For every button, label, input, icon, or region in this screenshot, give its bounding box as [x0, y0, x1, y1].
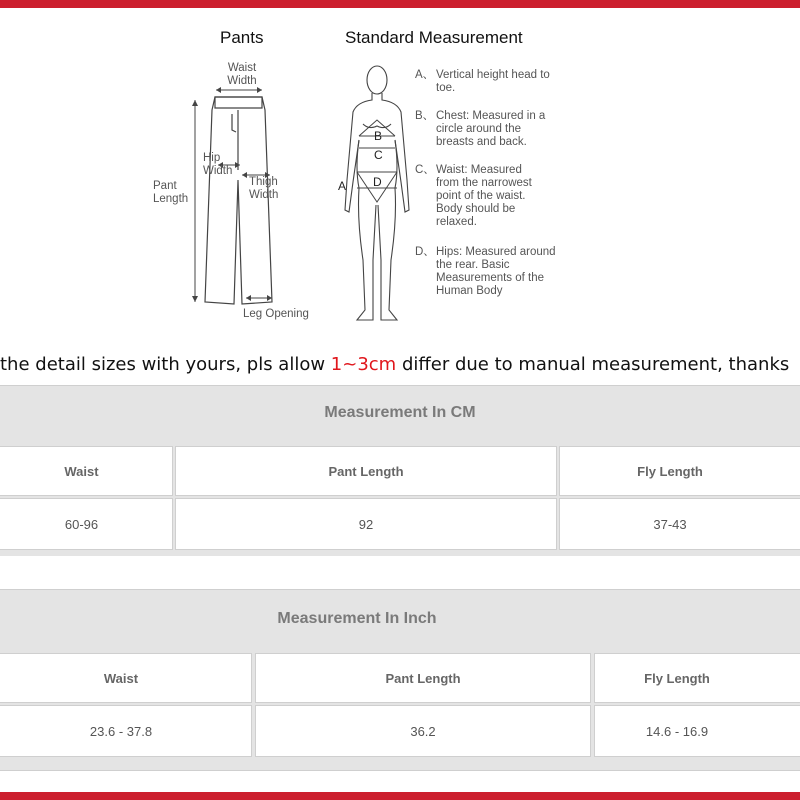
letter-b: B [374, 129, 383, 143]
pant-length-label: Pant Length [153, 180, 189, 205]
inch-header-waist: Waist [0, 653, 252, 703]
notice-text-before: the detail sizes with yours, pls allow [0, 354, 331, 375]
leg-opening-label: Leg Opening [243, 308, 309, 320]
standard-measurement-title: Standard Measurement [345, 28, 523, 47]
pants-title: Pants [220, 28, 264, 47]
notice-text-after: differ due to manual measurement, thanks [396, 354, 790, 375]
thigh-width-label: Thigh Width [249, 176, 279, 201]
note-d-text: Hips: Measured around the rear. Basic Measurements of the Human Body [436, 246, 556, 297]
note-a-letter: A、 [415, 69, 435, 81]
cm-header-waist: Waist [0, 446, 173, 496]
inch-header-fly-length: Fly Length [594, 653, 800, 703]
cm-header-pant-length: Pant Length [175, 446, 557, 496]
note-b-text: Chest: Measured in a circle around the breasts and back. [436, 110, 546, 148]
cm-value-fly-length: 37-43 [559, 498, 800, 550]
note-d-letter: D、 [415, 246, 435, 258]
note-a-text: Vertical height head to toe. [436, 69, 550, 94]
hip-width-label: Hip Width [203, 152, 233, 177]
cm-table-title: Measurement In CM [324, 404, 476, 421]
cm-header-fly-length: Fly Length [559, 446, 800, 496]
cm-value-pant-length: 92 [175, 498, 557, 550]
waist-width-label: Waist Width [227, 62, 257, 87]
note-c-text: Waist: Measured from the narrowest point of the waist. Body should be relaxed. [436, 164, 532, 228]
table-gap [0, 556, 800, 588]
top-red-border [0, 0, 800, 8]
body-diagram [335, 60, 415, 330]
note-b-letter: B、 [415, 110, 435, 122]
letter-d: D [373, 175, 382, 189]
measurement-notice [0, 354, 800, 375]
inch-value-pant-length: 36.2 [255, 705, 591, 757]
inch-value-fly-length: 14.6 - 16.9 [594, 705, 800, 757]
notice-highlight: 1~3cm [330, 354, 397, 375]
bottom-red-border [0, 792, 800, 800]
inch-header-pant-length: Pant Length [255, 653, 591, 703]
note-c-letter: C、 [415, 164, 435, 176]
inch-table-title: Measurement In Inch [277, 610, 437, 627]
cm-value-waist: 60-96 [0, 498, 173, 550]
letter-a: A [338, 179, 347, 193]
letter-c: C [374, 148, 383, 162]
inch-value-waist: 23.6 - 37.8 [0, 705, 252, 757]
